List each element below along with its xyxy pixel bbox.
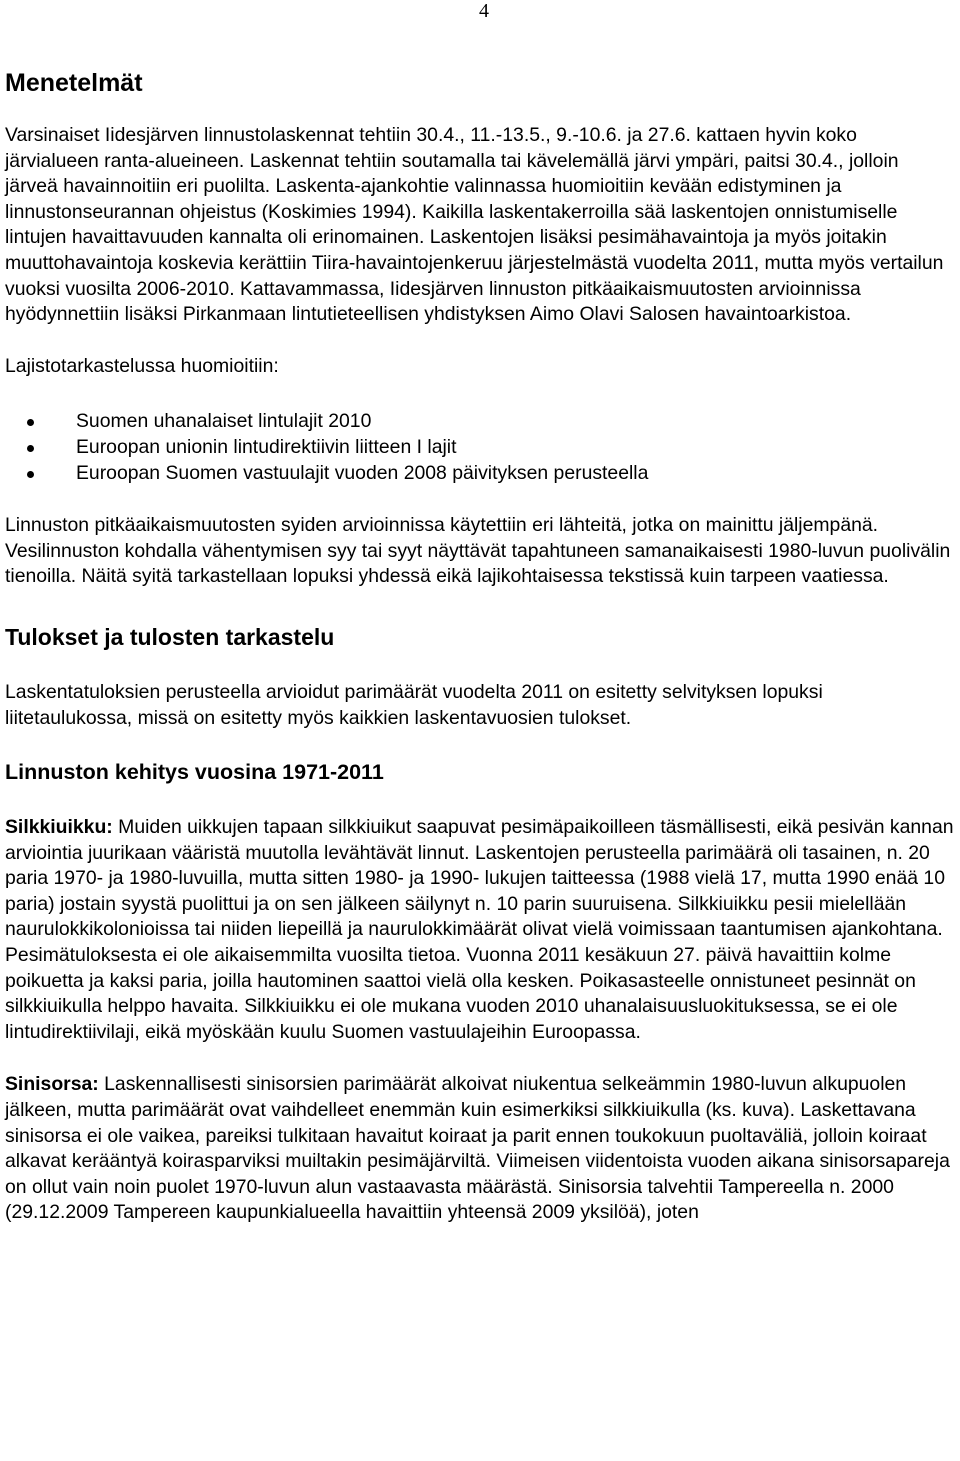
page-number: 4: [479, 0, 489, 22]
methods-paragraph: Varsinaiset Iidesjärven linnustolaskennat tehtiin 30.4., 11.-13.5., 9.-10.6. ja 27.6. kattaen hyvin koko järvialueen ranta-alueineen. Laskennat tehtiin soutamalla tai kävelemällä järvi ympäri, paitsi 30.4., jolloin järveä havainnoitiin eri puolilta. Laskenta-ajankohtie valinnassa huomioitiin kevään edistyminen ja linnustonseurannan ohjeistus (Koskimies 1994). Kaikilla laskentakerroilla sää laskentojen onnistumiselle lintujen havaittavuuden kannalta oli erinomainen. Laskentojen lisäksi pesimähavaintoja ja myös joitakin muuttohavaintoja koskevia kerättiin Tiira-havaintojenkeruu järjestelmästä vuodelta 2011, mutta myös vertailun vuoksi vuosilta 2006-2010. Kattavammassa, Iidesjärven linnuston pitkäaikaismuutosten arvioinnissa hyödynnettiin lisäksi Pirkanmaan lintutieteellisen yhdistyksen Aimo Olavi Salosen havaintoarkistoa.: [5, 124, 944, 326]
criteria-item: Euroopan unionin lintudirektiivin liitteen I lajit: [5, 435, 955, 461]
criteria-intro: Lajistotarkastelussa huomioitiin:: [5, 354, 279, 377]
criteria-item: Suomen uhanalaiset lintulajit 2010: [5, 409, 955, 435]
results-heading: Tulokset ja tulosten tarkastelu: [5, 623, 335, 650]
species-paragraph-silkkiuikku: [5, 815, 955, 1045]
document-body: [5, 60, 955, 1226]
species-name: Silkkiuikku:: [5, 816, 113, 839]
causes-paragraph: Linnuston pitkäaikaismuutosten syiden arvioinnissa käytettiin eri lähteitä, jotka on mainittu jäljempänä. Vesilinnuston kohdalla vähentymisen syy tai syyt näyttävät tapahtuneen samanaikaisesti 1980-luvun puolivälin tienoilla. Näitä syitä tarkastellaan lopuksi yhdessä eikä lajikohtaisessa tekstissä kuin tarpeen vaatiessa.: [5, 514, 951, 588]
criteria-item: Euroopan Suomen vastuulajit vuoden 2008 päivityksen perusteella: [5, 461, 955, 487]
species-paragraph-sinisorsa: [5, 1072, 955, 1226]
criteria-list: [5, 409, 955, 486]
species-name: Sinisorsa:: [5, 1073, 99, 1096]
trend-heading: Linnuston kehitys vuosina 1971-2011: [5, 760, 384, 785]
species-text: Muiden uikkujen tapaan silkkiuikut saapuvat pesimäpaikoilleen täsmällisesti, eikä pesivän kannan arviointia juurikaan vääristä muutolla levähtävät linnut. Laskentojen perusteella parimäärä oli tasainen, n. 20 paria 1970- ja 1980-luvuilla, mutta sitten 1980- ja 1990- lukujen taitteessa (1988 vielä 17, mutta 1990 enää 10 paria) jostain syystä puolittui ja on sen jälkeen säilynyt n. 10 parin suuruisena. Silkkiuikku pesii mielellään naurulokkikolonioissa tai niiden liepeillä ja naurulokkimäärät olivat vielä voimissaan taantumisen ajankohtana. Pesimätuloksesta ei ole aikaisemmilta vuosilta tietoa. Vuonna 2011 kesäkuun 27. päivä havaittiin kolme poikuetta ja kaksi paria, joilla hautominen saattoi vielä olla kesken. Poikasasteelle onnistuneet pesinnät on silkkiuikulla helppo havaita. Silkkiuikku ei ole mukana vuoden 2010 uhanalaisuusluokituksessa, se ei ole lintudirektiivilaji, eikä myöskään kuulu Suomen vastuulajeihin Euroopassa.: [5, 816, 954, 1043]
species-text: Laskennallisesti sinisorsien parimäärät alkoivat niukentua selkeämmin 1980-luvun alkupuolen jälkeen, mutta parimäärät ovat vaihdelleet enemmän kuin esimerkiksi silkkiuikulla (ks. kuva). Laskettavana sinisorsa ei ole vaikea, pareiksi tulkitaan havaitut koiraat ja parit ennen toukokuun puoltaväliä, jolloin koiraat alkavat kerääntyä koirasparviksi muiltakin pesimäjärviltä. Viimeisen viidentoista vuoden aikana sinisorsapareja on ollut vain noin puolet 1970-luvun alun vastaavasta määrästä. Sinisorsia talvehtii Tampereella n. 2000 (29.12.2009 Tampereen kaupunkialueella havaittiin yhteensä 2009 yksilöä), joten: [5, 1073, 950, 1224]
results-paragraph: Laskentatuloksien perusteella arvioidut parimäärät vuodelta 2011 on esitetty selvityksen lopuksi liitetaulukossa, missä on esitetty myös kaikkien laskentavuosien tulokset.: [5, 680, 823, 729]
methods-heading: Menetelmät: [5, 69, 143, 97]
